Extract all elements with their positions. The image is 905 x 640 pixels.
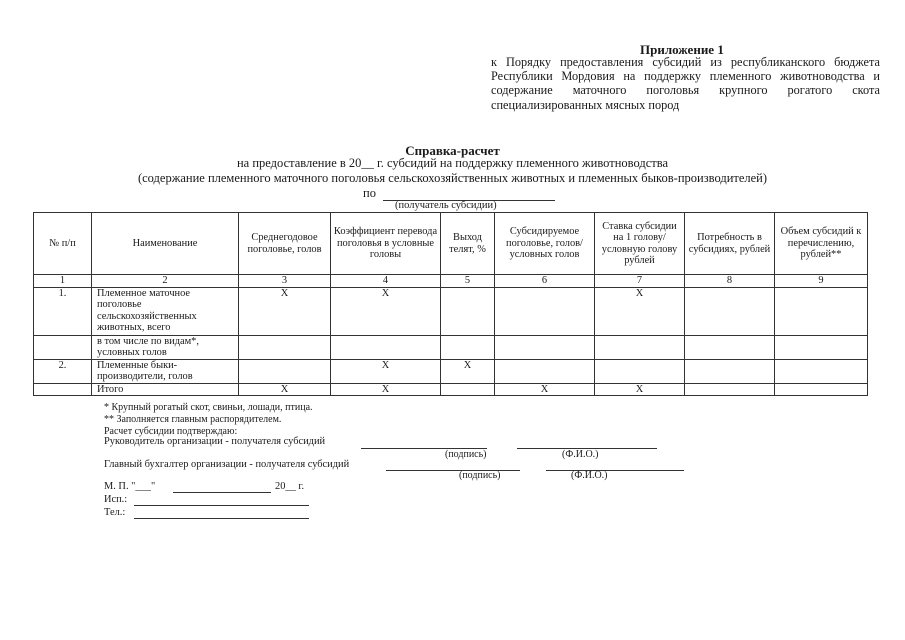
column-number: 8 [685,275,775,288]
phone-label: Тел.: [104,507,126,518]
appendix-text: к Порядку предоставления субсидий из республиканского бюджета Республики Мордовия на поддержку племенного животноводства и содержание маточного поголовья крупного рогатого скота специализированных мясных пород [491,55,880,112]
table-cell [495,287,595,335]
table-cell: X [495,383,595,396]
column-number: 9 [775,275,868,288]
subsidy-table [33,212,868,396]
column-number: 3 [239,275,331,288]
table-row-total [34,383,868,396]
table-cell [595,335,685,359]
table-cell: X [595,383,685,396]
column-header-need: Потребность в субсидиях, рублей [685,213,775,275]
column-number: 4 [331,275,441,288]
table-cell: X [595,287,685,335]
table-cell [685,359,775,383]
accountant-signature-label: Главный бухгалтер организации - получателя субсидий [104,459,350,470]
executor-line[interactable] [134,505,309,506]
column-number-row [34,275,868,288]
row-number: 2. [34,359,92,383]
year-label: 20__ г. [275,481,305,492]
recipient-caption: (получатель субсидии) [395,200,497,211]
table-cell: X [441,359,495,383]
column-number: 5 [441,275,495,288]
table-cell [775,287,868,335]
footnote-2: ** Заполняется главным распорядителем. [104,414,282,425]
table-cell [331,335,441,359]
row-name: Племенное маточное поголовье сельскохозяйственных животных, всего [92,287,239,335]
mp-label: М. П. "___" [104,481,156,492]
head-signature-caption: (подпись) [445,449,487,460]
head-signature-label: Руководитель организации - получателя субсидий [104,436,326,447]
table-cell: X [331,383,441,396]
column-header-name: Наименование [92,213,239,275]
table-cell [685,287,775,335]
column-number: 7 [595,275,685,288]
column-number: 2 [92,275,239,288]
table-cell [441,335,495,359]
row-number [34,383,92,396]
row-name: в том числе по видам*, условных голов [92,335,239,359]
confirm-text: Расчет субсидии подтверждаю: [104,426,238,437]
document-subtitle-2: (содержание племенного маточного поголовья сельскохозяйственных животных и племенных быков-производителей) [137,171,768,185]
column-header-volume: Объем субсидий к перечислению, рублей** [775,213,868,275]
head-fio-caption: (Ф.И.О.) [562,449,599,460]
table-cell: X [239,287,331,335]
appendix-title: Приложение 1 [640,42,724,57]
footnote-1: * Крупный рогатый скот, свиньи, лошади, птица. [104,402,313,413]
table-cell [495,335,595,359]
table-row [34,335,868,359]
document-title: Справка-расчет [405,143,500,158]
table-cell [685,383,775,396]
document-subtitle-1: на предоставление в 20__ г. субсидий на поддержку племенного животноводства [236,156,669,170]
table-cell [775,359,868,383]
table-cell [775,383,868,396]
column-header-calf-yield: Выход телят, % [441,213,495,275]
accountant-fio-line[interactable] [546,470,684,471]
phone-line[interactable] [134,518,309,519]
row-name: Племенные быки-производители, голов [92,359,239,383]
table-cell [441,383,495,396]
column-header-avg-livestock: Среднегодовое поголовье, голов [239,213,331,275]
column-header-rate: Ставка субсидии на 1 голову/условную голову рублей [595,213,685,275]
date-line[interactable] [173,492,271,493]
table-cell [595,359,685,383]
accountant-fio-caption: (Ф.И.О.) [571,470,608,481]
table-cell [441,287,495,335]
table-row [34,359,868,383]
footnotes [104,402,313,438]
executor-label: Исп.: [104,494,128,505]
table-cell: X [331,287,441,335]
po-label: по [363,186,376,200]
column-header-number: № п/п [34,213,92,275]
column-header-coefficient: Коэффициент перевода поголовья в условные головы [331,213,441,275]
table-cell [239,335,331,359]
column-number: 6 [495,275,595,288]
table-cell: X [239,383,331,396]
table-row [34,287,868,335]
table-cell [775,335,868,359]
table-header-row [34,213,868,275]
table-cell [239,359,331,383]
column-number: 1 [34,275,92,288]
row-number [34,335,92,359]
table-cell [685,335,775,359]
row-name: Итого [92,383,239,396]
column-header-subsidized-livestock: Субсидируемое поголовье, голов/условных голов [495,213,595,275]
table-cell: X [331,359,441,383]
table-cell [495,359,595,383]
accountant-signature-caption: (подпись) [459,470,501,481]
row-number: 1. [34,287,92,335]
